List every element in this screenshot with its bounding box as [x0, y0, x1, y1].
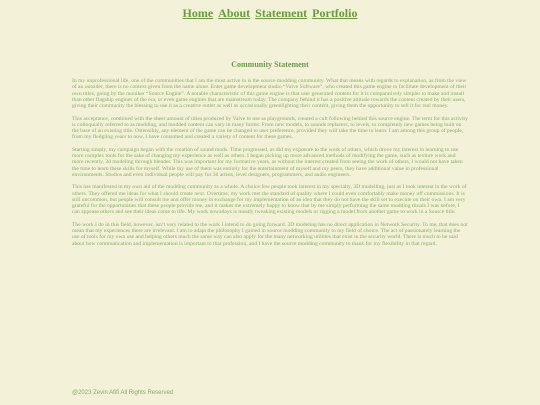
- nav-link-statement[interactable]: Statement: [255, 6, 308, 20]
- footer-copyright: @2023 Zevin Afifi All Rights Reserved: [72, 390, 174, 396]
- paragraph-3: Starting simply, my campaign began with the creation of sound mods. Time progressed, as did my exposure to the work of others, which drove my interest in learning to use more complex tools for the sake of changing my experience as well as others. I began picking up more advanced methods of modifying the game, such as texture work and more recently, 3d modeling through blender. This was important for my formative years, as without the interest created from seeing the work of others, I would not have taken the time to learn these skills for myself. While my use of them was entirely for the entertainment of myself and my peers, they have additional value in professional environments. Studios and even individual people will pay for 3d artists, level designers, programmers, and audio engineers.: [72, 146, 463, 178]
- nav-link-home[interactable]: Home: [182, 6, 214, 20]
- page-title: Community Statement: [231, 60, 309, 69]
- nav-link-about[interactable]: About: [218, 6, 251, 20]
- main-nav: [0, 6, 540, 20]
- paragraph-1: In my unprofessional life, one of the communities that I am the most active in is the source modding community. What that means with regards to explanation, as from the view of an outsider, there is no context given from the name alone. Enter game development studio “Valve Software”, who created this game engine to facilitate development of their own titles, going by the moniker “Source Engine”. A notable characteristic of this game engine is that user generated content for it is comparatively simpler to make and install than other flagship engines of the era, or even game engines that are mainstream today. The company behind it has a positive attitude towards the content created by their users, giving their community the blessing to use it as a creative outlet as well as occasionally greenlighting their content, giving them the opportunity to sell it for real money.: [72, 78, 467, 109]
- paragraph-5: The work I do in this field, however, isn’t very related to the work I intend to do going forward. 3D modeling has no direct application in Network Security. To me, that does not mean that my experiences there are irrelevant. I am to adapt the philosophy I gained in source modding community to my field of choice. The act of passionately learning the use of tools for my own use and helping others much the same way can also apply for the many networking utilities that exist in the security world. There is much to be said about how communication and implementation is important to that profession, and I have the source modding community to thank for my flexibility in that regard.: [72, 221, 468, 247]
- nav-link-portfolio[interactable]: Portfolio: [312, 6, 358, 20]
- paragraph-2: This acceptance, combined with the sheer amount of titles produced by Valve to use as playgrounds, created a cult following behind this source engine. The term for this activity is colloquially referred to as modding, and modded content can vary in many forms. From new models, to sounds replacers, to levels, to completely new games being built on the base of an existing title. Ostensibly, any element of the game can be changed to user preference, provided they will take the time to learn. I am among this group of people, from my fledgling years to now, I have consumed and created a variety of content for these games.: [72, 115, 468, 141]
- statement-body: [72, 78, 468, 253]
- paragraph-4: This has manifested in my own aid of the modding community as a whole. A choice few people took interest in my specialty, 3D modelling, just as I took interest in the work of others. They offered me ideas for what I should create next. Overtime, my work met the standard of quality where I could even comfortably make money off commissions. It is still uncommon, but people will consult me and offer money in exchange for my implementation of an idea that they do not have the skill set to execute on their own. I am very grateful for the opportunities that these people provide me, and it makes me extremely happy to know that by me simply performing the same modding rituals I was before, I can appease others and see their ideas come to life. My work nowadays is mostly tweaking existing models or rigging a model from another game to work in a Source title.: [72, 184, 467, 216]
